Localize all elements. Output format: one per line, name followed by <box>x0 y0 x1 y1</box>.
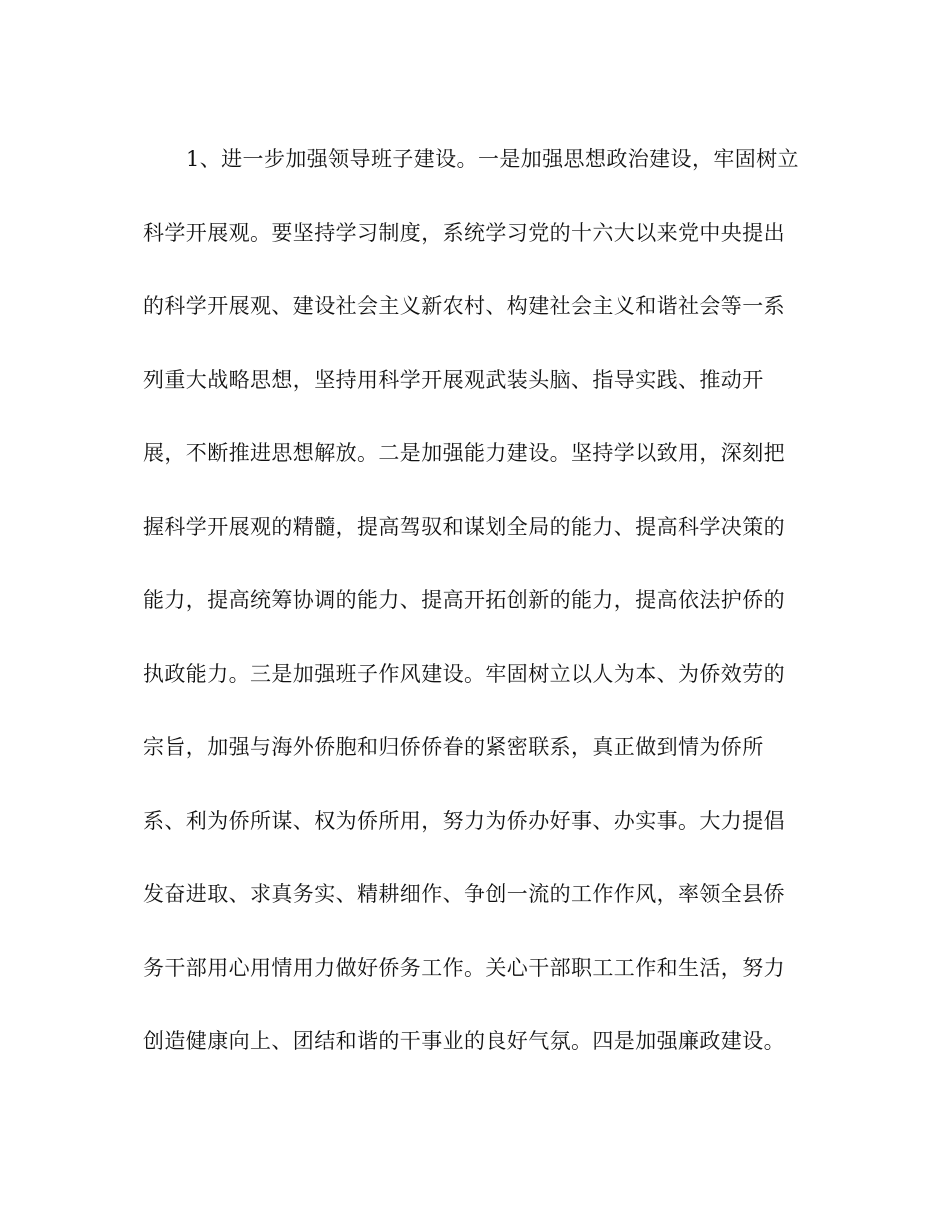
paragraph-line: 系、利为侨所谋、权为侨所用，努力为侨办好事、办实事。大力提倡 <box>143 808 785 833</box>
paragraph-line: 务干部用心用情用力做好侨务工作。关心干部职工工作和生活，努力 <box>143 955 785 980</box>
paragraph-line: 执政能力。三是加强班子作风建设。牢固树立以人为本、为侨效劳的 <box>143 661 785 686</box>
paragraph-line: 宗旨，加强与海外侨胞和归侨侨眷的紧密联系，真正做到情为侨所 <box>143 735 764 759</box>
paragraph-line: 1、进一步加强领导班子建设。一是加强思想政治建设，牢固树立 <box>186 147 799 171</box>
paragraph-line: 的科学开展观、建设社会主义新农村、构建社会主义和谐社会等一系 <box>143 294 785 318</box>
paragraph-line: 创造健康向上、团结和谐的干事业的良好气氛。四是加强廉政建设。 <box>143 1029 785 1053</box>
paragraph-line: 展，不断推进思想解放。二是加强能力建设。坚持学以致用，深刻把 <box>143 441 785 465</box>
paragraph-line: 能力，提高统筹协调的能力、提高开拓创新的能力，提高依法护侨的 <box>143 588 785 612</box>
paragraph-line: 科学开展观。要坚持学习制度，系统学习党的十六大以来党中央提出 <box>143 220 785 245</box>
paragraph-line: 列重大战略思想，坚持用科学开展观武装头脑、指导实践、推动开 <box>143 367 764 392</box>
paragraph-line: 握科学开展观的精髓，提高驾驭和谋划全局的能力、提高科学决策的 <box>143 514 785 539</box>
paragraph <box>143 139 823 1095</box>
paragraph-line: 发奋进取、求真务实、精耕细作、争创一流的工作作风，率领全县侨 <box>143 882 785 906</box>
